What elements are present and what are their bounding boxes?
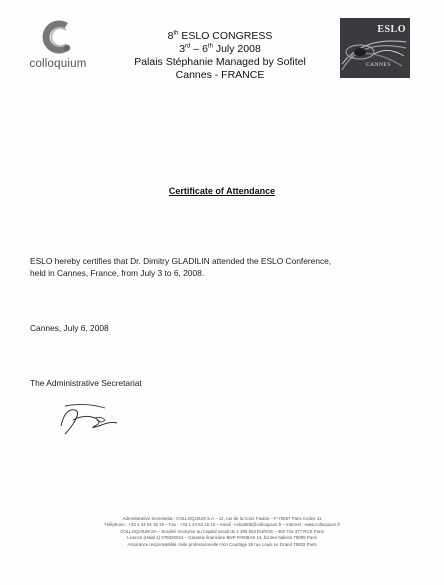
congress-header xyxy=(110,30,330,82)
emblem-brand: ESLO xyxy=(377,24,406,35)
footer-line-2: Téléphone : +33 1 44 64 15 15 – Fax : +33 1 44 64 15 16 – email : eslo2008@colloquium.fr – internet : www.colloquium.fr xyxy=(103,522,341,528)
colloquium-logo xyxy=(18,18,98,78)
footer xyxy=(30,516,414,548)
logo-text: colloquium xyxy=(29,58,87,70)
certificate-title: Certificate of Attendance xyxy=(168,186,276,196)
signatory-label: The Administrative Secretariat xyxy=(30,378,142,388)
footer-line-3: COLLOQUIUM SA – Société Anonyme au Capital social de 1 380 503 EUROS – 403 716 377 RCS Paris xyxy=(120,528,324,534)
congress-dates: 3rd – 6th July 2008 xyxy=(179,43,261,55)
certificate-body xyxy=(30,255,420,279)
colloquium-c-logo-icon xyxy=(36,18,78,56)
body-line-1: ESLO hereby certifies that Dr. Dimitry GLADILIN attended the ESLO Conference, xyxy=(30,256,332,266)
congress-venue: Palais Stéphanie Managed by Sofitel xyxy=(134,56,306,68)
footer-line-1: Administrative Secretariat : COLLOQUIUM S.A – 12, rue de la Croix Faubin – F-75557 Paris Cedex 11 xyxy=(122,516,322,521)
footer-line-4: Licence (Halal 1) 075020041 – Garantie financière BNP PARIBAS 16, bd des Italiens 75009 Paris xyxy=(127,535,317,541)
footer-line-5: Assurance responsabilité civile professionnelle AXA Courtage 26 rue Louis Le Grand 75002 Paris xyxy=(127,541,317,547)
body-line-2: held in Cannes, France, from July 3 to 6, 2008. xyxy=(30,268,205,278)
handwritten-signature xyxy=(55,398,135,438)
congress-city: Cannes - FRANCE xyxy=(175,69,265,81)
congress-title: 8th ESLO CONGRESS xyxy=(167,30,273,42)
emblem-city: CANNES xyxy=(366,62,392,68)
eslo-emblem xyxy=(340,18,410,78)
place-date: Cannes, July 6, 2008 xyxy=(30,323,109,333)
